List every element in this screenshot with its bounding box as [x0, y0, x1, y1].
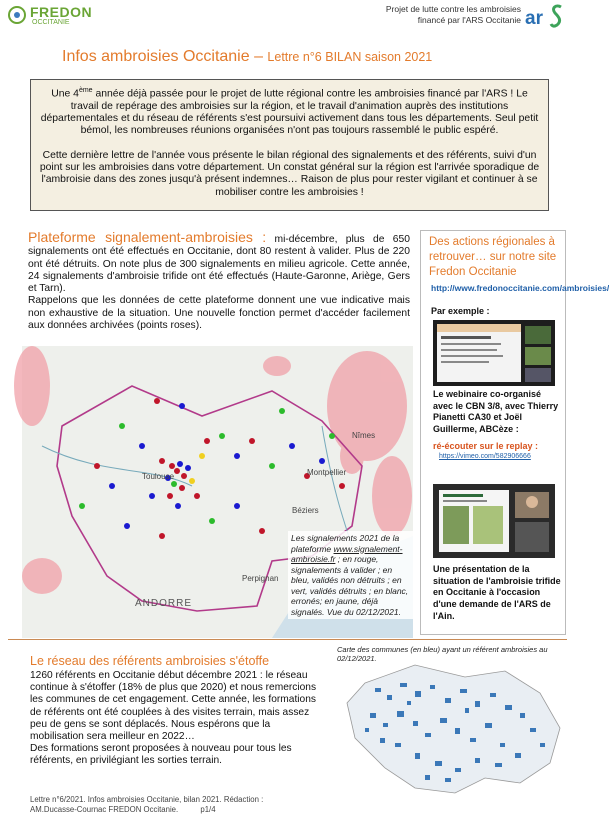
intro-text-b: année déjà passée pour le projet de lutte régional contre les ambroisies financé par l'ARS ! Le travail de repérage des ambroisies sur la région, et le travail d'animation auprès des institutions départementales et du réseau de référents s'est poursuivi activement dans tous les départements. Seul petit bémol, les nombreuses réunions organisées n'ont pas toujours rassemblé le public espéré. — [40, 88, 539, 137]
ars-logo — [525, 4, 565, 34]
fredon-logo — [6, 4, 93, 32]
intro-box — [30, 79, 549, 211]
webinar-description: Le webinaire co-organisé avec le CBN 3/8, avec Thierry Pianetti CA30 et Joël Guillerme, ABCèze : — [433, 389, 559, 434]
intro-text-a: Une 4 — [51, 88, 79, 100]
webinar-screen-image — [433, 320, 555, 386]
fredon-logo-subtext: OCCITANIE — [32, 19, 70, 26]
map-city-perpignan: Perpignan — [242, 574, 279, 583]
map-caption — [288, 531, 414, 619]
footer-text: Lettre n°6/2021. Infos ambroisies Occitanie, bilan 2021. Rédaction : AM.Ducasse-Cournac FREDON Occitanie. — [30, 795, 264, 814]
ars-s-icon — [550, 3, 564, 29]
presentation-description: Une présentation de la situation de l'ambroisie trifide en Occitanie à l'occasion d'une demande de l'ARS de l'Ain. — [433, 564, 561, 621]
project-line-2: financé par l'ARS Occitanie — [417, 15, 521, 25]
referents-paragraph-1: 1260 référents en Occitanie début décembre 2021 : le réseau continue à s'étoffer (18% de plus que 2020) et nous remercions les communes de cet engagement. Cette année, les formations de référents ont été couplées à des visites terrain, mais assez peu de gens se sont déplacés. Nous espérons que la mobilisation sera meilleur en 2022… — [30, 670, 317, 743]
page-title — [62, 48, 432, 66]
fredon-website-link[interactable]: http://www.fredonoccitanie.com/ambroisies/ — [431, 283, 609, 293]
map-city-nimes: Nîmes — [352, 431, 376, 440]
regional-actions-sidebar — [420, 230, 609, 635]
sidebar-par-exemple: Par exemple : — [431, 306, 490, 316]
map-caption-b: ; en rouge, signalements à valider ; en bleu, validés non détruits ; en vert, validés détruits ; en blanc, erronés; en jaune, déjà signalés. Vue du 02/12/2021. — [291, 554, 409, 617]
webinar-thumbnail[interactable] — [433, 320, 555, 386]
presentation-screen-image — [433, 484, 555, 558]
fredon-logo-text: FREDON — [30, 4, 93, 20]
referents-heading: Le réseau des référents ambroisies s'étoffe — [30, 654, 270, 668]
sidebar-title: Des actions régionales à retrouver… sur notre site Fredon Occitanie — [429, 236, 557, 278]
intro-paragraph-1 — [39, 85, 540, 138]
platform-text-1: mi-décembre, plus de 650 signalements ont été effectués en Occitanie, dont 80 restent à valider. Plus de 220 ont été détruits. On note plus de 300 signalements en milieu agricole. Cette année, 24 signalements d'ambroisie trifide ont été effectués (Haute-Garonne, Ariège, Gers et Tarn). — [28, 234, 410, 295]
platform-paragraph-1 — [28, 231, 410, 295]
signalement-map — [22, 346, 413, 638]
fredon-logo-icon — [8, 6, 26, 24]
signalement-link[interactable]: www.signalement-ambroisie.fr — [291, 543, 403, 564]
platform-heading: Plateforme signalement-ambroisies : — [28, 229, 267, 245]
map-label-andorre: ANDORRE — [135, 598, 193, 609]
footer — [30, 795, 290, 815]
intro-sup: ème — [78, 87, 93, 94]
map-city-toulouse: Toulouse — [142, 472, 175, 481]
project-line-1: Projet de lutte contre les ambroisies — [385, 4, 521, 14]
referents-text — [30, 670, 320, 768]
title-main: Infos ambroisies Occitanie – — [62, 48, 268, 65]
referents-map-caption: Carte des communes (en bleu) ayant un référent ambroisies au 02/12/2021. — [337, 645, 548, 663]
ars-logo-text: ar — [525, 8, 543, 29]
replay-link[interactable]: https://vimeo.com/582906666 — [439, 453, 531, 460]
map-caption-a: Les signalements 2021 de la plateforme — [291, 533, 400, 554]
title-sub: Lettre n°6 BILAN saison 2021 — [267, 50, 433, 64]
referents-map-graphic — [325, 643, 567, 801]
intro-paragraph-2: Cette dernière lettre de l'année vous présente le bilan régional des signalements et des référents, suivi d'un point sur les ambroisies dans votre département. Un constat général sur la région est l'arrivée sporadique de l'ambroisie dans des zones jusqu'à présent indemnes… Raison de plus pour rester vigilant et continuer à se mobiliser contre les ambroisies ! — [39, 149, 540, 198]
project-info — [361, 4, 521, 26]
map-city-beziers: Béziers — [292, 506, 319, 515]
section-divider — [8, 639, 567, 640]
presentation-thumbnail[interactable] — [433, 484, 555, 558]
platform-section — [28, 231, 410, 332]
referents-paragraph-2: Des formations seront proposées à nouveau pour tous les référents, en privilégiant les sorties terrain. — [30, 743, 292, 767]
footer-page-number: p1/4 — [200, 805, 216, 814]
map-city-montpellier: Montpellier — [307, 468, 347, 477]
replay-label: ré-écouter sur le replay : — [433, 441, 539, 451]
referents-map — [325, 643, 567, 801]
platform-paragraph-2: Rappelons que les données de cette plateforme donnent une vue indicative mais non exhaustive de la situation. Une nouvelle fonction permet d'accéder facilement aux données archivées (points roses). — [28, 295, 410, 332]
